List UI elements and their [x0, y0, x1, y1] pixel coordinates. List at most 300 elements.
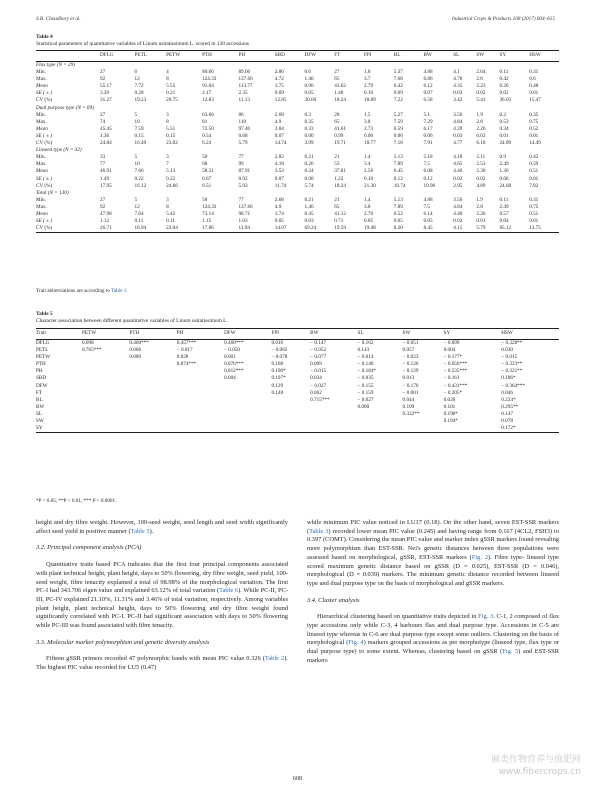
- table4-cell: 18.24: [334, 182, 346, 189]
- table4-cell: 0.02: [453, 175, 463, 182]
- table4-cell: 5.1: [423, 111, 430, 118]
- table4-cell: 27: [100, 196, 106, 203]
- table4-cell: 4.84: [453, 118, 463, 125]
- table4-cell: 5.37: [393, 69, 403, 76]
- table5-cell: [310, 418, 357, 425]
- table4-col-header: PH: [238, 51, 274, 62]
- table5-cell: [224, 397, 271, 404]
- table5-row: [36, 418, 559, 425]
- table4-cell: 16.12: [134, 182, 147, 189]
- table4: [36, 50, 559, 233]
- table4-footnote: [36, 288, 128, 294]
- table5-cell: [177, 375, 224, 382]
- table5-trait-label: PETW: [36, 354, 51, 361]
- table4-cell: 10.74: [393, 182, 406, 189]
- table4-cell: 2.6: [476, 76, 483, 83]
- table4-cell: 0.35: [304, 118, 314, 125]
- table5-cell: 0.109: [402, 403, 415, 410]
- table5-cell: − 0.656***: [443, 361, 468, 368]
- table5-cell: 0.295**: [501, 403, 519, 410]
- table4-cell: 10: [134, 161, 140, 168]
- table4-cell: 0.92: [238, 175, 248, 182]
- table4-cell: 68: [202, 161, 208, 168]
- table5-cell: − 0.323**: [501, 361, 523, 368]
- table4-cell: 2.82: [274, 154, 284, 161]
- table4-cell: 24.66: [166, 182, 178, 189]
- table4-cell: 0.07: [274, 132, 284, 139]
- table4-stat-label: Min.: [36, 154, 46, 161]
- table4-cell: 6.58: [423, 97, 433, 104]
- table4-cell: 7.59: [393, 118, 403, 125]
- table5-cell: 0.460***: [224, 340, 244, 346]
- left-column: [36, 519, 288, 673]
- table4-col-header: SL: [453, 51, 476, 62]
- table5-cell: 0.129: [271, 382, 284, 389]
- table5-col-header: SL: [358, 329, 403, 340]
- table4-group-label: Total (N = 130): [36, 189, 69, 196]
- table5-cell: [177, 425, 224, 433]
- table4-cell: 1.03: [238, 218, 248, 225]
- table4-cell: 26.71: [100, 225, 135, 233]
- table4-cell: 0.02: [476, 132, 486, 139]
- table4-cell: 0.26: [499, 83, 509, 90]
- fig3-link[interactable]: Fig. 3: [478, 613, 494, 621]
- table4-row: [36, 225, 559, 233]
- table5-cell: [82, 354, 129, 361]
- table4-cell: 6: [134, 69, 138, 76]
- table4-cell: 85.12: [499, 225, 529, 233]
- table4-cell: 2.8: [476, 118, 483, 125]
- table4-col-header: [36, 51, 100, 62]
- table4-col-header: SW: [476, 51, 499, 62]
- table4-cell: 2.79: [364, 83, 374, 90]
- table4-cell: 1.5: [364, 111, 371, 118]
- table4-cell: 21: [334, 154, 340, 161]
- table4-cell: 1.46: [304, 76, 314, 83]
- table4-col-header: FT: [334, 51, 364, 62]
- table4-stat-label: Max.: [36, 118, 47, 125]
- table4-cell: 7.89: [393, 203, 403, 210]
- table5-cell: [129, 361, 176, 368]
- table4-cell: 5.13: [166, 168, 176, 175]
- table4-row: [36, 211, 559, 218]
- table5-cell: − 0.077: [310, 354, 327, 361]
- table4-caption: [36, 34, 249, 48]
- table4-cell: 0.03: [453, 90, 463, 97]
- fig4-link[interactable]: Fig. 4: [348, 639, 364, 647]
- table5-cell: [177, 368, 224, 375]
- table4-cell: 8.45: [423, 225, 453, 233]
- table4-cell: 0.05: [364, 218, 374, 225]
- table5-cell: [224, 390, 271, 397]
- table4-cell: 3.42: [453, 97, 463, 104]
- table5-cell: 0.009: [310, 361, 322, 368]
- table4-cell: 0.01: [529, 132, 539, 139]
- table1-link[interactable]: Table 1.: [111, 288, 128, 294]
- table4-cell: 92: [100, 76, 106, 83]
- table4-cell: 1.4: [364, 154, 371, 161]
- table5-link[interactable]: Table 5: [130, 527, 150, 535]
- table4-col-header: DFW: [305, 51, 335, 62]
- table4-cell: 0.22: [166, 175, 176, 182]
- table4-cell: 0.42: [529, 154, 539, 161]
- table5-cell: 0.198*: [443, 410, 458, 417]
- table5-cell: [310, 404, 357, 411]
- table5-col-header: HSW: [501, 329, 559, 340]
- table4-cell: 5.18: [423, 154, 433, 161]
- table4-cell: 0.57: [499, 210, 509, 217]
- table4-cell: 2.68: [274, 196, 284, 203]
- table5-cell: 0.143: [357, 347, 370, 354]
- table4-cell: 47.98: [100, 210, 112, 217]
- running-header-journal: Industrial Crops & Products 108 (2017) 604–615: [451, 16, 555, 22]
- table5-caption: [36, 311, 228, 325]
- table5-cell: − 0.162: [357, 340, 374, 346]
- table4-cell: 55.17: [100, 83, 112, 90]
- table4-cell: 17.95: [100, 182, 112, 189]
- page-number: 608: [293, 776, 302, 782]
- table4-cell: 2.04: [476, 69, 486, 76]
- table4-cell: 0.02: [476, 175, 486, 182]
- table4-cell: 7.89: [393, 161, 403, 168]
- table4-cell: 8: [166, 76, 169, 83]
- table4-cell: 1.36: [100, 132, 110, 139]
- table4-cell: 99: [238, 161, 244, 168]
- table4-cell: 7.68: [393, 76, 403, 83]
- table4-cell: 2.26: [476, 125, 486, 132]
- table5-cell: 0.044: [402, 396, 415, 403]
- table4-cell: 18.89: [364, 97, 376, 104]
- table4-cell: 0.9: [499, 154, 506, 161]
- table4-cell: 27: [334, 69, 340, 76]
- table5-trait-label: BW: [36, 403, 45, 410]
- table4-cell: 37.81: [334, 168, 346, 175]
- table4-cell: 3.75: [274, 83, 284, 90]
- table4-stat-label: SE ( ± ): [36, 132, 52, 139]
- table4-cell: 4.65: [453, 161, 463, 168]
- table5-cell: [224, 418, 271, 425]
- table4-cell: 0.03: [304, 218, 314, 225]
- table4-cell: 0.02: [476, 90, 486, 97]
- table4-cell: 21: [334, 196, 340, 203]
- table4-cell: 5.42: [166, 210, 176, 217]
- table4-cell: 2.49: [499, 161, 509, 168]
- section-heading-pca: 3.2. Principal component analysis (PCA): [36, 544, 142, 552]
- table4-cell: 1.9: [476, 196, 483, 203]
- table4-cell: 0.3: [304, 111, 312, 118]
- table4-cell: 0.21: [304, 196, 314, 203]
- table4-cell: 0.00: [304, 132, 314, 139]
- table5-cell: − 0.177*: [443, 354, 463, 361]
- table5-cell: − 0.159: [357, 389, 374, 396]
- table5-row: [36, 397, 559, 404]
- table5-col-header: Trait: [36, 329, 82, 340]
- table5-cell: [224, 404, 271, 411]
- table5-cell: − 0.052: [310, 347, 327, 354]
- table5-cell: − 0.014: [357, 354, 374, 361]
- table5-cell: 0.194*: [443, 418, 458, 425]
- table5-cell: [224, 425, 271, 433]
- table5-cell: − 0.184*: [357, 368, 377, 375]
- table4-cell: 3.8: [364, 118, 371, 125]
- table5-cell: 0.224*: [501, 396, 516, 403]
- table4-cell: 4.15: [453, 225, 476, 233]
- table5-cell: 0.001: [224, 354, 236, 361]
- table5-row: [36, 347, 559, 354]
- table4-cell: 3.84: [274, 125, 284, 132]
- table5-cell: [403, 418, 444, 425]
- table4-cell: 2.53: [476, 161, 486, 168]
- table4-cell: 0.02: [453, 218, 463, 225]
- table4-cell: 19.59: [334, 225, 364, 233]
- table5-cell: 0.006: [129, 347, 142, 354]
- table4-cell: 5.51: [166, 125, 176, 132]
- table5-cell: [129, 418, 176, 425]
- table4-stat-label: CV (%): [36, 97, 53, 104]
- table4-cell: 7.5: [423, 161, 430, 168]
- table4-cell: 4.72: [274, 76, 284, 83]
- table4-cell: 73.14: [202, 210, 214, 217]
- table4-cell: 0.01: [529, 175, 539, 182]
- table4-cell: 12: [134, 76, 140, 83]
- table4-cell: 77: [238, 196, 244, 203]
- table4-cell: 4.40: [453, 210, 463, 217]
- table4-cell: 0.05: [304, 90, 314, 97]
- table4-cell: 113.77: [238, 83, 253, 90]
- table5-cell: 0.715***: [310, 396, 330, 403]
- section-heading-marker-polymorphism: 3.3. Molecular marker polymorphism and genetic diversity analysis: [36, 638, 210, 646]
- table4-col-header: DFLG: [100, 51, 135, 62]
- table4-cell: 0.06: [423, 132, 433, 139]
- table5-cell: 0.332**: [402, 410, 420, 417]
- watermark-line1: 麻类作物营养与施肥网: [490, 755, 581, 765]
- table4-cell: 3.53: [274, 168, 284, 175]
- table4-cell: 46.91: [100, 168, 112, 175]
- table4-cell: 77: [100, 161, 106, 168]
- table4-cell: 0.10: [364, 175, 374, 182]
- table5-row: [36, 375, 559, 382]
- table4-cell: 0.2: [499, 111, 506, 118]
- table5-row: [36, 368, 559, 375]
- table5-cell: 0.186*: [501, 375, 516, 382]
- table4-cell: 0.07: [274, 175, 284, 182]
- table4-cell: 0.6: [304, 69, 312, 76]
- table5-cell: [403, 425, 444, 433]
- table6-link[interactable]: Table 6: [219, 587, 239, 595]
- table5-col-header: SW: [403, 329, 444, 340]
- table4-stat-label: Min.: [36, 111, 46, 118]
- table4-cell: 6.08: [423, 168, 433, 175]
- table4-cell: 5.41: [476, 97, 486, 104]
- table4-cell: 0.11: [134, 218, 144, 225]
- table5-cell: [444, 425, 502, 433]
- table4-cell: 69.24: [305, 225, 335, 233]
- table4-stat-label: Max.: [36, 76, 47, 83]
- table5-cell: 0.101: [443, 403, 456, 410]
- table4-stat-label: Min.: [36, 69, 46, 76]
- table4-cell: 2.95: [453, 182, 463, 189]
- table4-group-row: [36, 190, 559, 197]
- table4-cell: 0.06: [499, 175, 509, 182]
- fig5-link[interactable]: Fig. 5: [502, 648, 519, 656]
- table4-row: [36, 168, 559, 175]
- table4-cell: 50: [202, 154, 208, 161]
- table5-footnote: *P < 0.05, **P < 0.01, *** P < 0.0001.: [36, 498, 117, 504]
- table4-cell: 16.94: [135, 225, 167, 233]
- table5-cell: − 0.129: [402, 368, 419, 375]
- table5-cell: − 0.147: [310, 340, 327, 346]
- table3-link[interactable]: Table 3: [309, 527, 329, 535]
- table5-cell: − 0.027: [310, 382, 327, 389]
- table4-cell: 8: [166, 203, 169, 210]
- table4-stat-label: Min.: [36, 196, 46, 203]
- table4-col-header: BW: [423, 51, 453, 62]
- table4-row: [36, 140, 559, 147]
- table4-cell: 0.48: [529, 83, 539, 90]
- table5-cell: − 0.015: [501, 354, 518, 361]
- table4-row: [36, 112, 559, 119]
- table4-group-label: Dual purpose type (N = 69): [36, 104, 94, 111]
- table4-caption-text: Statistical parameters of quantitative variables of Linum usitatissimum L. scored in 130 accessions: [36, 41, 250, 47]
- table5-cell: − 0.328**: [501, 340, 523, 346]
- table4-cell: 3: [166, 196, 169, 203]
- table5-cell: [310, 411, 357, 418]
- table4-cell: 3.56: [453, 196, 463, 203]
- table4-cell: 23.02: [166, 140, 178, 147]
- table4-row: [36, 119, 559, 126]
- table5-cell: 0.013: [402, 375, 415, 382]
- table4-cell: 77: [238, 154, 244, 161]
- table5-cell: [129, 425, 176, 433]
- table4-cell: 24.68: [499, 182, 512, 189]
- table5-cell: − 0.035: [357, 375, 374, 382]
- table4-stat-label: SE ( ± ): [36, 218, 52, 225]
- table4-cell: 0.6: [529, 76, 536, 83]
- table5-cell: − 0.161: [443, 375, 460, 382]
- table4-cell: 80.66: [202, 69, 214, 76]
- table4-cell: 0.45: [304, 210, 314, 217]
- table5-cell: − 0.170: [402, 382, 419, 389]
- table4-cell: 7.66: [134, 168, 144, 175]
- table4-cell: 2.8: [476, 203, 483, 210]
- table4-group-label: Linseed type (N = 32): [36, 147, 82, 154]
- table5-cell: 0.060: [357, 403, 370, 410]
- table4-cell: 2.56: [364, 168, 374, 175]
- table5-cell: 0.046: [501, 389, 513, 396]
- table4-cell: 5.93: [238, 182, 248, 189]
- section-heading-cluster-analysis: 3.4. Cluster analysis: [307, 596, 360, 604]
- table4-cell: 0.51: [529, 210, 539, 217]
- table4-cell: 19.23: [134, 97, 147, 104]
- table4-cell: 2.23: [476, 83, 486, 90]
- table5-trait-label: PTH: [36, 361, 46, 368]
- fig2-link[interactable]: Fig. 2: [471, 553, 489, 561]
- table4-cell: 3.4: [364, 161, 371, 168]
- table4-cell: 0.11: [499, 69, 509, 76]
- table4-cell: 4.18: [453, 154, 463, 161]
- table4-cell: 4.78: [453, 76, 463, 83]
- table5-cell: 0.030: [501, 347, 513, 354]
- table4-cell: 14.07: [275, 225, 305, 233]
- table4-cell: 1.4: [364, 196, 371, 203]
- table4-cell: 110: [238, 118, 247, 125]
- table4-cell: 4.1: [453, 69, 460, 76]
- table5-col-header: FPI: [271, 329, 310, 340]
- table4-cell: 2.26: [476, 210, 486, 217]
- table2-link[interactable]: Table 2: [264, 655, 285, 663]
- table5-cell: − 0.027: [357, 396, 374, 403]
- table4-cell: 2.17: [202, 90, 212, 97]
- table4-stat-label: Max.: [36, 203, 47, 210]
- table4-cell: 87.91: [238, 168, 251, 175]
- table4-cell: 43.62: [334, 83, 346, 90]
- table5-cell: [177, 383, 224, 390]
- table4-cell: 0.01: [476, 218, 486, 225]
- table4-cell: 2.68: [274, 111, 284, 118]
- table4-cell: 7.64: [134, 210, 144, 217]
- table4-cell: 0.11: [166, 218, 176, 225]
- table4-cell: 4.89: [476, 182, 486, 189]
- table4-cell: 6.45: [393, 168, 403, 175]
- table4-cell: 3.56: [453, 111, 463, 118]
- table4-cell: 0.68: [238, 132, 248, 139]
- table5-cell: − 0.148: [357, 361, 374, 368]
- table4-cell: 30.60: [304, 97, 317, 104]
- table4-cell: 12.83: [202, 97, 214, 104]
- table5-cell: [224, 411, 271, 418]
- table4-cell: 4.46: [453, 168, 463, 175]
- table5-row: [36, 361, 559, 368]
- table4-cell: 19.48: [364, 225, 394, 233]
- table5-cell: [177, 411, 224, 418]
- table4-cell: 33: [100, 154, 106, 161]
- table4-cell: 12: [134, 203, 140, 210]
- table5-cell: [82, 361, 129, 368]
- table4-col-header: HSW: [529, 51, 559, 62]
- table4-cell: 81: [202, 118, 208, 125]
- table5-cell: [224, 383, 271, 390]
- table5-trait-label: SY: [36, 425, 82, 433]
- table4-row: [36, 90, 559, 97]
- table4-cell: 0.01: [529, 90, 539, 97]
- table4-cell: 137.66: [238, 76, 253, 83]
- table4-group-row: [36, 105, 559, 112]
- table4-stat-label: CV (%): [36, 182, 53, 189]
- table4-cell: 0.21: [304, 154, 314, 161]
- table5: [36, 328, 559, 433]
- table4-cell: 0.35: [529, 111, 539, 118]
- table5-cell: − 0.082: [271, 347, 288, 354]
- table4-cell: 0.11: [499, 196, 509, 203]
- table5-cell: [177, 404, 224, 411]
- table5-cell: [358, 418, 403, 425]
- table4-cell: 0.02: [499, 90, 509, 97]
- table4-cell: 27: [100, 111, 106, 118]
- table4-cell: 0.33: [304, 125, 314, 132]
- table5-trait-label: PH: [36, 368, 43, 375]
- table4-cell: 5: [134, 154, 138, 161]
- table4-cell: 6.59: [393, 125, 403, 132]
- table5-caption-text: Character association between different quantitative variables of Linum usitatissimum L.: [36, 318, 228, 324]
- table4-cell: 6.18: [476, 140, 486, 147]
- table5-cell: 0.080: [129, 354, 142, 361]
- table5-cell: [82, 397, 129, 404]
- table4-stat-label: Mean: [36, 168, 48, 175]
- table4-row: [36, 183, 559, 190]
- table5-cell: − 0.099: [443, 340, 460, 346]
- table4-cell: 5.13: [393, 196, 403, 203]
- table4-cell: 0.59: [529, 161, 539, 168]
